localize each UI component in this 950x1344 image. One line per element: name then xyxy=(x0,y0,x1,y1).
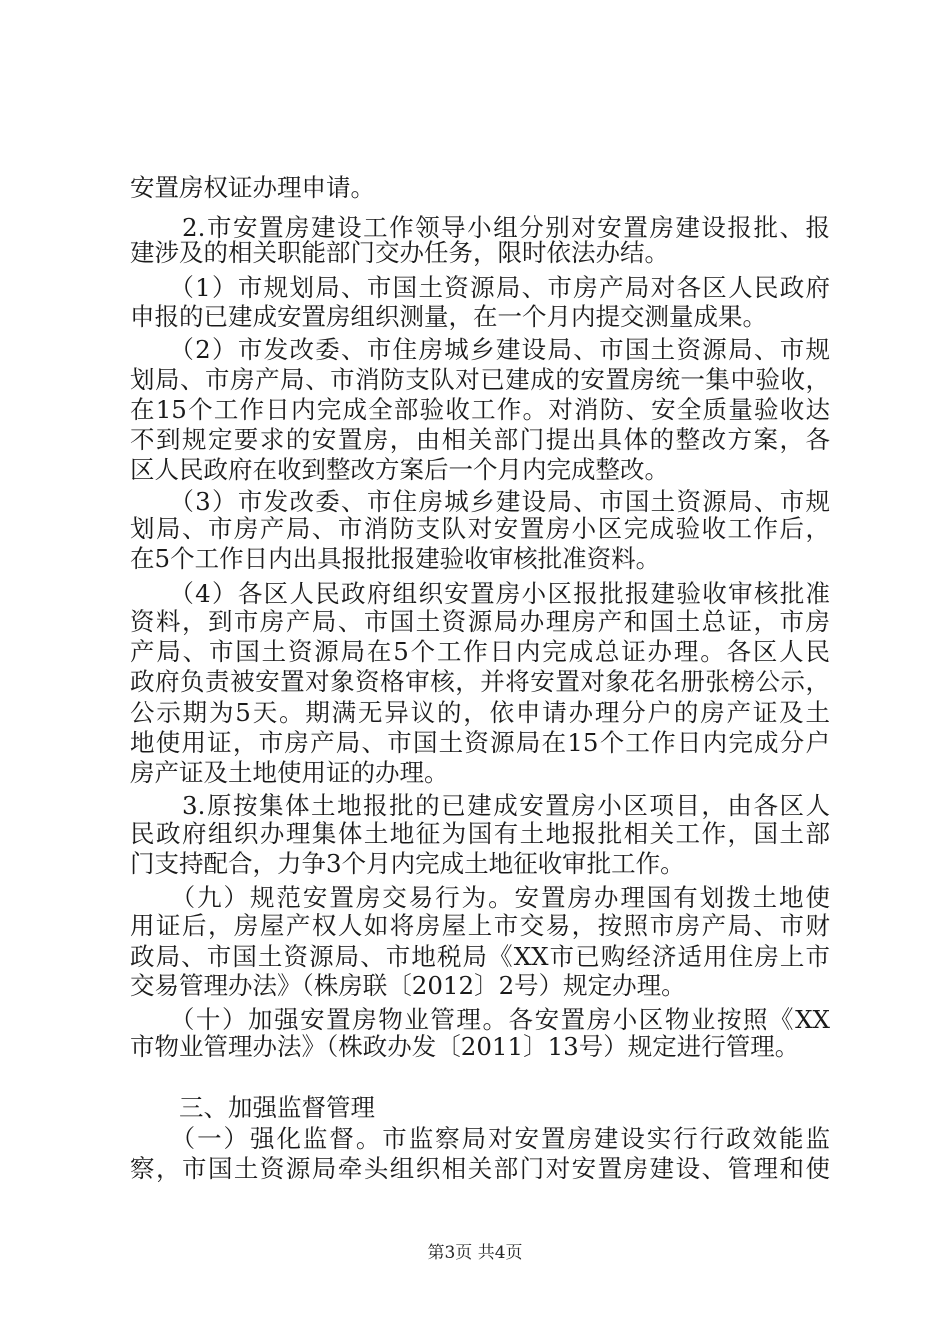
text-line: 市物业管理办法》（株政办发〔2011〕13号）规定进行管理。 xyxy=(130,1032,800,1061)
text-line: （一）强化监督。市监察局对安置房建设实行行政效能监 xyxy=(130,1124,830,1153)
text-line: 用证后，房屋产权人如将房屋上市交易，按照市房产局、市财 xyxy=(130,911,830,940)
text-line: 划局、市房产局、市消防支队对已建成的安置房统一集中验收， xyxy=(130,365,830,394)
text-line: （九）规范安置房交易行为。安置房办理国有划拨土地使 xyxy=(130,883,830,912)
text-line: 政局、市国土资源局、市地税局《XX市已购经济适用住房上市 xyxy=(130,942,830,971)
text-line: 资料，到市房产局、市国土资源局办理房产和国土总证，市房 xyxy=(130,607,830,636)
text-line: 在5个工作日内出具报批报建验收审核批准资料。 xyxy=(130,544,661,573)
text-line: 安置房权证办理申请。 xyxy=(130,173,375,202)
text-line: （十）加强安置房物业管理。各安置房小区物业按照《XX xyxy=(130,1005,830,1034)
page-number-footer: 第3页 共4页 xyxy=(427,1243,523,1263)
text-line: 察，市国土资源局牵头组织相关部门对安置房建设、管理和使 xyxy=(130,1154,830,1183)
section-heading: 三、加强监督管理 xyxy=(130,1093,375,1122)
text-line: 交易管理办法》（株房联〔2012〕2号）规定办理。 xyxy=(130,971,686,1000)
text-line: （3）市发改委、市住房城乡建设局、市国土资源局、市规 xyxy=(130,487,830,516)
text-line: （2）市发改委、市住房城乡建设局、市国土资源局、市规 xyxy=(130,335,830,364)
text-line: 公示期为5天。期满无异议的，依申请办理分户的房产证及土 xyxy=(130,698,830,727)
text-line: （4）各区人民政府组织安置房小区报批报建验收审核批准 xyxy=(130,579,830,608)
text-line: 政府负责被安置对象资格审核，并将安置对象花名册张榜公示， xyxy=(130,667,830,696)
text-line: 产局、市国土资源局在5个工作日内完成总证办理。各区人民 xyxy=(130,637,830,666)
text-line: 3.原按集体土地报批的已建成安置房小区项目，由各区人 xyxy=(130,791,830,820)
text-line: 地使用证，市房产局、市国土资源局在15个工作日内完成分户 xyxy=(130,728,830,757)
text-line: 门支持配合，力争3个月内完成土地征收审批工作。 xyxy=(130,849,685,878)
text-line: 不到规定要求的安置房，由相关部门提出具体的整改方案，各 xyxy=(130,425,830,454)
text-line: 民政府组织办理集体土地征为国有土地报批相关工作，国土部 xyxy=(130,819,830,848)
text-line: 2.市安置房建设工作领导小组分别对安置房建设报批、报 xyxy=(130,213,830,242)
text-line: 建涉及的相关职能部门交办任务，限时依法办结。 xyxy=(130,238,669,267)
text-line: 在15个工作日内完成全部验收工作。对消防、安全质量验收达 xyxy=(130,395,830,424)
text-line: 划局、市房产局、市消防支队对安置房小区完成验收工作后， xyxy=(130,514,830,543)
text-line: 区人民政府在收到整改方案后一个月内完成整改。 xyxy=(130,455,669,484)
text-line: 申报的已建成安置房组织测量，在一个月内提交测量成果。 xyxy=(130,302,767,331)
text-line: （1）市规划局、市国土资源局、市房产局对各区人民政府 xyxy=(130,273,830,302)
text-line: 房产证及土地使用证的办理。 xyxy=(130,758,449,787)
